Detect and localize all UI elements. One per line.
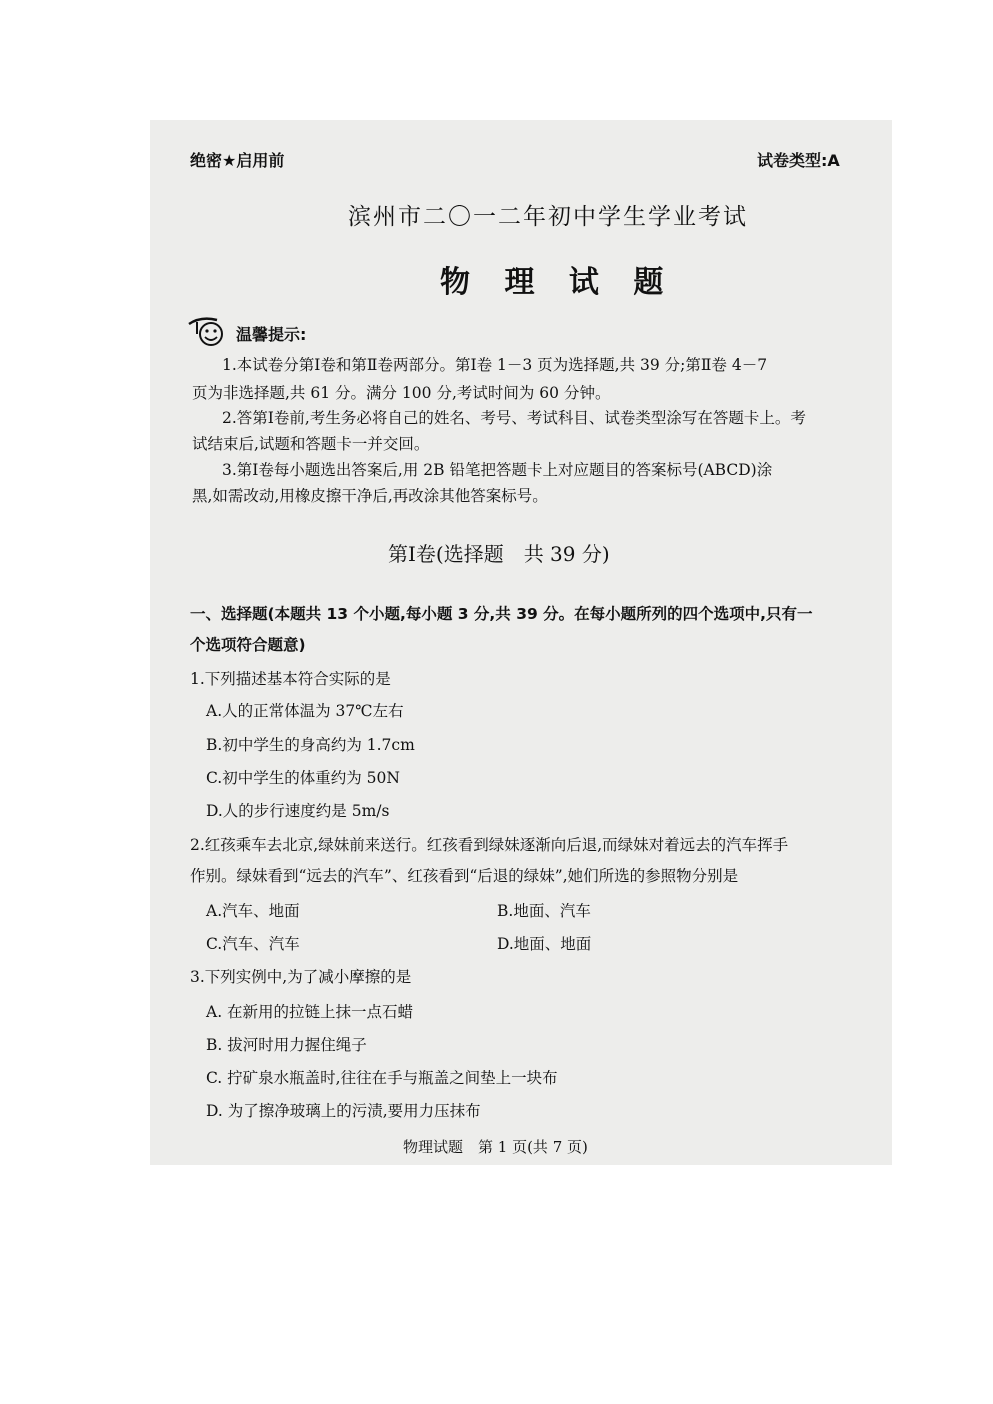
confidential-mark: 绝密★启用前 — [190, 151, 285, 170]
option: B.初中学生的身高约为 1.7cm — [206, 736, 415, 754]
paper-type: 试卷类型:A — [757, 151, 840, 170]
tip-line: 页为非选择题,共 61 分。满分 100 分,考试时间为 60 分钟。 — [192, 384, 611, 402]
question-stem: 3.下列实例中,为了减小摩擦的是 — [190, 968, 412, 986]
page-footer: 物理试题 第 1 页(共 7 页) — [403, 1138, 588, 1156]
option: D.地面、地面 — [497, 935, 592, 953]
smiley-icon — [187, 314, 233, 346]
exam-title: 滨州市二〇一二年初中学生学业考试 — [348, 204, 748, 230]
part-instruction: 个选项符合题意) — [190, 636, 306, 654]
option: B. 拔河时用力握住绳子 — [206, 1036, 367, 1054]
option: A. 在新用的拉链上抹一点石蜡 — [206, 1003, 414, 1021]
tip-line: 1.本试卷分第Ⅰ卷和第Ⅱ卷两部分。第Ⅰ卷 1－3 页为选择题,共 39 分;第Ⅱ卷 4－7 — [222, 356, 768, 374]
option: C.汽车、汽车 — [206, 935, 300, 953]
option: A.汽车、地面 — [206, 902, 300, 920]
tip-line: 黑,如需改动,用橡皮擦干净后,再改涂其他答案标号。 — [192, 487, 548, 505]
question-stem: 1.下列描述基本符合实际的是 — [190, 670, 391, 688]
question-stem: 作别。绿妹看到“远去的汽车”、红孩看到“后退的绿妹”,她们所选的参照物分别是 — [190, 867, 739, 885]
option: D.人的步行速度约是 5m/s — [206, 802, 390, 820]
section-title: 第Ⅰ卷(选择题 共 39 分) — [388, 542, 610, 566]
option: C.初中学生的体重约为 50N — [206, 769, 400, 787]
tip-line: 试结束后,试题和答题卡一并交回。 — [192, 435, 430, 453]
tips-heading: 温馨提示: — [236, 325, 307, 344]
option: C. 拧矿泉水瓶盖时,往往在手与瓶盖之间垫上一块布 — [206, 1069, 558, 1087]
question-stem: 2.红孩乘车去北京,绿妹前来送行。红孩看到绿妹逐渐向后退,而绿妹对着远去的汽车挥手 — [190, 836, 789, 854]
option: D. 为了擦净玻璃上的污渍,要用力压抹布 — [206, 1102, 481, 1120]
part-instruction: 一、选择题(本题共 13 个小题,每小题 3 分,共 39 分。在每小题所列的四个选项中,只有一 — [190, 605, 813, 623]
option: B.地面、汽车 — [497, 902, 591, 920]
tip-line: 2.答第Ⅰ卷前,考生务必将自己的姓名、考号、考试科目、试卷类型涂写在答题卡上。考 — [222, 409, 806, 427]
subject-title: 物 理 试 题 — [440, 265, 676, 300]
option: A.人的正常体温为 37℃左右 — [206, 702, 404, 720]
tip-line: 3.第Ⅰ卷每小题选出答案后,用 2B 铅笔把答题卡上对应题目的答案标号(ABCD)涂 — [222, 461, 773, 479]
